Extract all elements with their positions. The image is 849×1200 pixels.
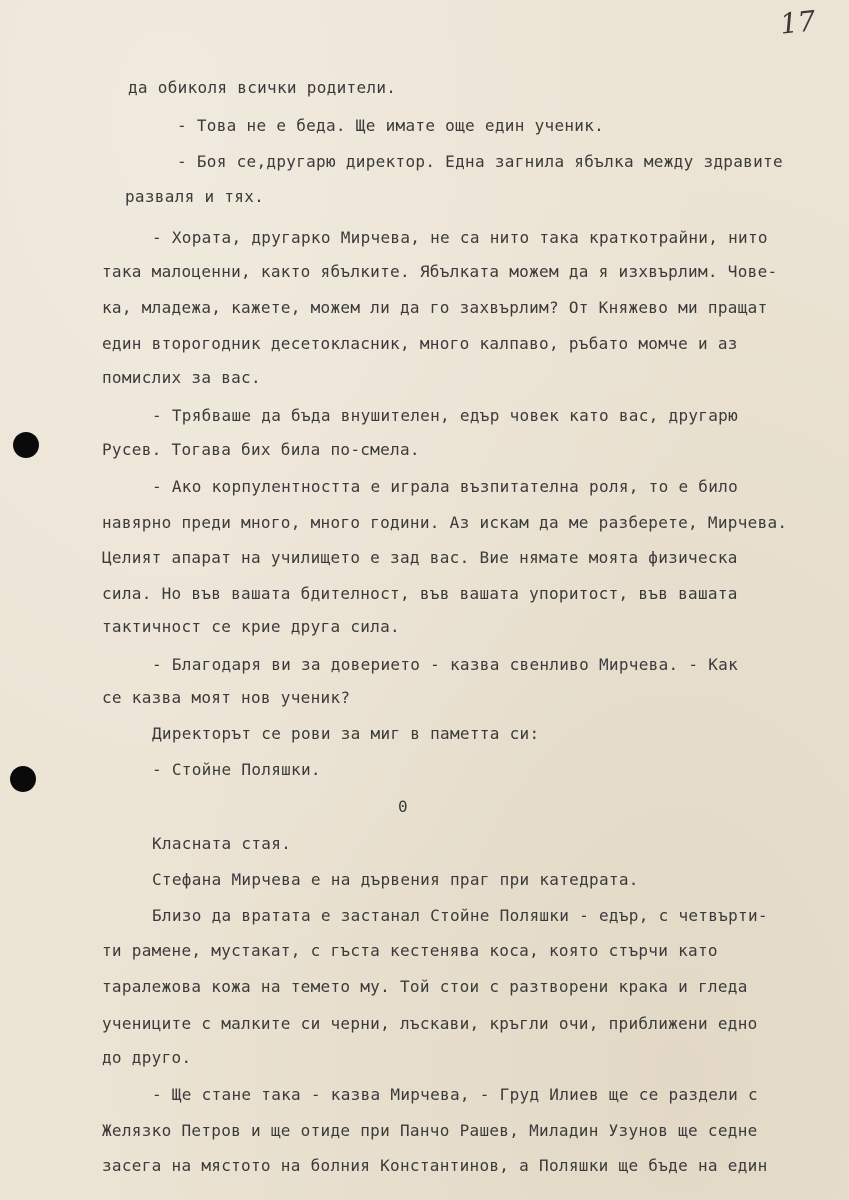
text-line: Желязко Петров и ще отиде при Панчо Рашев, Миладин Узунов ще седне <box>102 1121 758 1140</box>
text-line: Класната стая. <box>152 834 292 853</box>
text-line: да обиколя всички родители. <box>128 78 397 97</box>
text-line: - Това не е беда. Ще имате още един ученик. <box>177 116 605 135</box>
text-line: Близо да вратата е застанал Стойне Поляшки - едър, с четвърти- <box>152 906 768 925</box>
text-line: тактичност се крие друга сила. <box>102 617 400 636</box>
text-line: Целият апарат на училището е зад вас. Вие нямате моята физическа <box>102 548 738 567</box>
text-line: учениците с малките си черни, лъскави, кръгли очи, приближени едно <box>102 1014 758 1033</box>
text-line: - Стойне Поляшки. <box>152 760 321 779</box>
text-line: сила. Но във вашата бдителност, във вашата упоритост, във вашата <box>102 584 738 603</box>
text-line: - Ще стане така - казва Мирчева, - Груд Илиев ще се раздели с <box>152 1085 758 1104</box>
text-line: - Боя се,другарю директор. Една загнила ябълка между здравите <box>177 152 783 171</box>
text-line: засега на мястото на болния Константинов, а Поляшки ще бъде на един <box>102 1156 768 1175</box>
text-line: Директорът се рови за миг в паметта си: <box>152 724 540 743</box>
text-line: - Ако корпулентността е играла възпитателна роля, то е било <box>152 477 739 496</box>
section-separator: 0 <box>398 797 408 816</box>
text-line: навярно преди много, много години. Аз искам да ме разберете, Мирчева. <box>102 513 788 532</box>
text-line: Русев. Тогава бих била по-смела. <box>102 440 420 459</box>
text-line: Стефана Мирчева е на дървения праг при катедрата. <box>152 870 639 889</box>
text-line: ка, младежа, кажете, можем ли да го захвърлим? От Княжево ми пращат <box>102 298 768 317</box>
text-line: един второгодник десетокласник, много калпаво, ръбато момче и аз <box>102 334 738 353</box>
page-number: 17 <box>778 4 818 41</box>
text-line: така малоценни, както ябълките. Ябълката можем да я изхвърлим. Чове- <box>102 262 778 281</box>
text-line: - Хората, другарко Мирчева, не са нито така краткотрайни, нито <box>152 228 768 247</box>
text-line: се казва моят нов ученик? <box>102 688 351 707</box>
text-line: разваля и тях. <box>125 187 265 206</box>
punch-hole-bottom <box>10 766 36 792</box>
text-line: - Благодаря ви за доверието - казва свенливо Мирчева. - Как <box>152 655 739 674</box>
text-line: помислих за вас. <box>102 368 261 387</box>
text-line: - Трябваше да бъда внушителен, едър човек като вас, другарю <box>152 406 739 425</box>
punch-hole-top <box>13 432 39 458</box>
text-line: таралежова кожа на темето му. Той стои с разтворени крака и гледа <box>102 977 748 996</box>
text-line: ти рамене, мустакат, с гъста кестенява коса, която стърчи като <box>102 941 718 960</box>
text-line: до друго. <box>102 1048 192 1067</box>
